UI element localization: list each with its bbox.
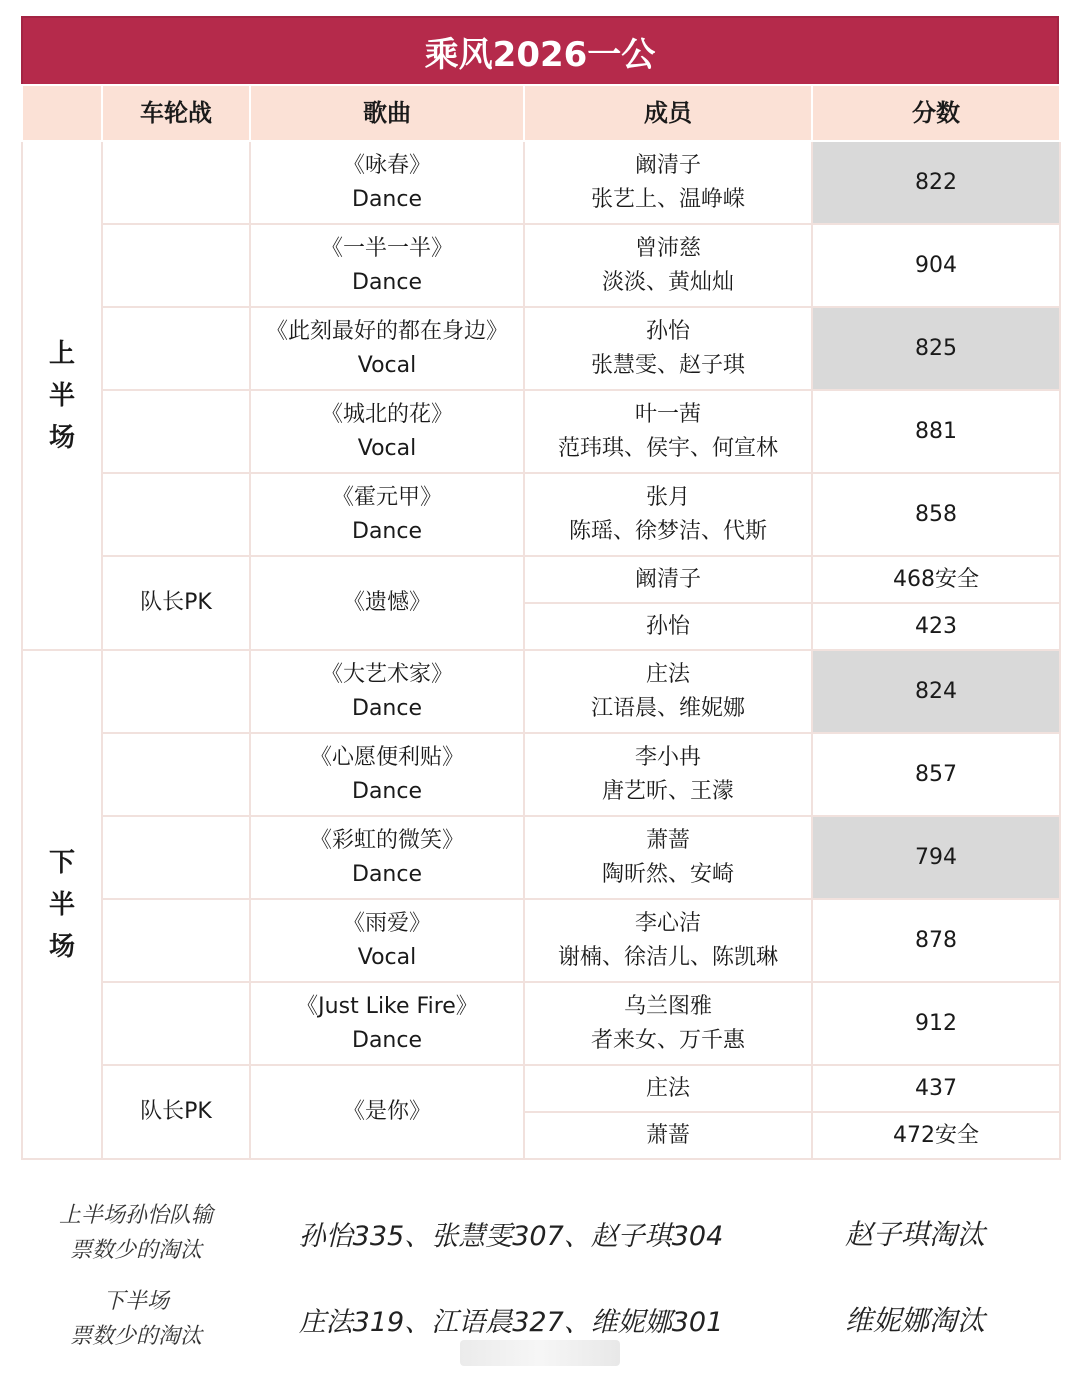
members: 张艺上、温峥嵘 [590, 186, 745, 212]
half-char: 上 [48, 338, 75, 369]
header-row [22, 85, 1060, 141]
pk-row [22, 1065, 1060, 1112]
table-row [22, 733, 1060, 816]
table-row [22, 650, 1060, 733]
summary-row-first-half [21, 1190, 1059, 1276]
song-cell [250, 224, 524, 307]
summary-label [21, 1284, 251, 1354]
half-char: 下 [48, 847, 75, 878]
header-score: 分数 [812, 85, 1060, 141]
song-type: Dance [352, 518, 422, 544]
table-title: 乘风2026一公 [21, 16, 1059, 84]
members: 者来女、万千惠 [590, 1027, 745, 1053]
song-cell [250, 141, 524, 224]
song-type: Vocal [357, 944, 417, 970]
header-round: 车轮战 [102, 85, 250, 141]
table-row [22, 982, 1060, 1065]
song-title: 《Just Like Fire》 [296, 993, 478, 1019]
members-cell [524, 307, 812, 390]
score-cell: 878 [812, 899, 1060, 982]
leader: 孙怡 [645, 318, 690, 344]
round-cell [102, 390, 250, 473]
members: 陈瑶、徐梦洁、代斯 [568, 518, 767, 544]
song-type: Dance [352, 186, 422, 212]
song-cell [250, 982, 524, 1065]
half-char: 半 [48, 380, 75, 411]
pk-round-cell: 队长PK [102, 556, 250, 650]
score-cell: 824 [812, 650, 1060, 733]
song-title: 《一半一半》 [320, 235, 453, 261]
members: 唐艺昕、王濛 [601, 778, 734, 804]
pk-row [22, 556, 1060, 603]
results-table-container [21, 16, 1059, 1160]
leader: 乌兰图雅 [623, 993, 712, 1019]
song-title: 《霍元甲》 [331, 484, 442, 510]
score-cell: 858 [812, 473, 1060, 556]
table-row [22, 899, 1060, 982]
song-cell [250, 307, 524, 390]
leader: 叶一茜 [634, 401, 701, 427]
members: 淡淡、黄灿灿 [601, 269, 734, 295]
leader: 李心洁 [634, 910, 701, 936]
pk-member: 庄法 [524, 1065, 812, 1112]
summary-label-line: 票数少的淘汰 [69, 1324, 202, 1349]
song-type: Vocal [357, 435, 417, 461]
results-table [21, 84, 1061, 1160]
half-label-second [22, 650, 102, 1159]
leader: 庄法 [645, 661, 690, 687]
pk-round-cell: 队长PK [102, 1065, 250, 1159]
summary-votes: 孙怡335、张慧雯307、赵子琪304 [298, 1220, 724, 1252]
members-cell [524, 390, 812, 473]
pk-song-cell: 《遗憾》 [250, 556, 524, 650]
leader: 李小冉 [634, 744, 701, 770]
members-cell [524, 141, 812, 224]
round-cell [102, 141, 250, 224]
song-title: 《此刻最好的都在身边》 [265, 318, 508, 344]
pk-score: 437 [812, 1065, 1060, 1112]
leader: 萧蔷 [645, 827, 690, 853]
score-cell: 794 [812, 816, 1060, 899]
table-row [22, 473, 1060, 556]
score-cell: 822 [812, 141, 1060, 224]
song-type: Dance [352, 778, 422, 804]
round-cell [102, 982, 250, 1065]
song-cell [250, 650, 524, 733]
song-title: 《咏春》 [342, 152, 431, 178]
summary-label [21, 1198, 251, 1268]
elimination-summary [21, 1190, 1059, 1362]
members-cell [524, 733, 812, 816]
table-row [22, 816, 1060, 899]
song-type: Dance [352, 269, 422, 295]
round-cell [102, 816, 250, 899]
members: 陶昕然、安崎 [601, 861, 734, 887]
members: 谢楠、徐洁儿、陈凯琳 [557, 944, 778, 970]
song-type: Dance [352, 695, 422, 721]
song-cell [250, 816, 524, 899]
song-type: Vocal [357, 352, 417, 378]
round-cell [102, 224, 250, 307]
summary-label-line: 上半场孙怡队输 [58, 1203, 213, 1228]
round-cell [102, 650, 250, 733]
song-type: Dance [352, 861, 422, 887]
summary-votes: 庄法319、江语晨327、维妮娜301 [298, 1306, 724, 1338]
members-cell [524, 816, 812, 899]
members-cell [524, 899, 812, 982]
song-title: 《大艺术家》 [320, 661, 453, 687]
song-cell [250, 733, 524, 816]
pk-member: 萧蔷 [524, 1112, 812, 1159]
pk-song-cell: 《是你》 [250, 1065, 524, 1159]
score-cell: 904 [812, 224, 1060, 307]
members: 张慧雯、赵子琪 [590, 352, 745, 378]
header-half [22, 85, 102, 141]
song-type: Dance [352, 1027, 422, 1053]
song-title: 《城北的花》 [320, 401, 453, 427]
members-cell [524, 224, 812, 307]
half-char: 半 [48, 889, 75, 920]
round-cell [102, 733, 250, 816]
pk-score: 472安全 [812, 1112, 1060, 1159]
score-cell: 825 [812, 307, 1060, 390]
blurred-watermark [460, 1340, 620, 1366]
summary-result: 赵子琪淘汰 [844, 1218, 985, 1251]
score-cell: 857 [812, 733, 1060, 816]
table-row [22, 390, 1060, 473]
summary-result: 维妮娜淘汰 [844, 1304, 985, 1337]
leader: 曾沛慈 [634, 235, 701, 261]
table-row [22, 307, 1060, 390]
pk-member: 阚清子 [524, 556, 812, 603]
song-title: 《雨爱》 [342, 910, 431, 936]
song-cell [250, 390, 524, 473]
members-cell [524, 650, 812, 733]
half-char: 场 [48, 931, 75, 962]
half-label-first [22, 141, 102, 650]
round-cell [102, 473, 250, 556]
pk-score: 468安全 [812, 556, 1060, 603]
pk-member: 孙怡 [524, 603, 812, 650]
song-cell [250, 473, 524, 556]
leader: 阚清子 [634, 152, 701, 178]
leader: 张月 [645, 484, 690, 510]
round-cell [102, 307, 250, 390]
score-cell: 881 [812, 390, 1060, 473]
song-cell [250, 899, 524, 982]
summary-label-line: 票数少的淘汰 [69, 1238, 202, 1263]
members: 江语晨、维妮娜 [590, 695, 745, 721]
header-song: 歌曲 [250, 85, 524, 141]
members-cell [524, 473, 812, 556]
header-members: 成员 [524, 85, 812, 141]
half-char: 场 [48, 422, 75, 453]
members: 范玮琪、侯宇、何宣林 [557, 435, 778, 461]
round-cell [102, 899, 250, 982]
pk-score: 423 [812, 603, 1060, 650]
members-cell [524, 982, 812, 1065]
score-cell: 912 [812, 982, 1060, 1065]
song-title: 《心愿便利贴》 [309, 744, 464, 770]
song-title: 《彩虹的微笑》 [309, 827, 464, 853]
summary-label-line: 下半场 [102, 1289, 169, 1314]
table-row [22, 224, 1060, 307]
table-row [22, 141, 1060, 224]
